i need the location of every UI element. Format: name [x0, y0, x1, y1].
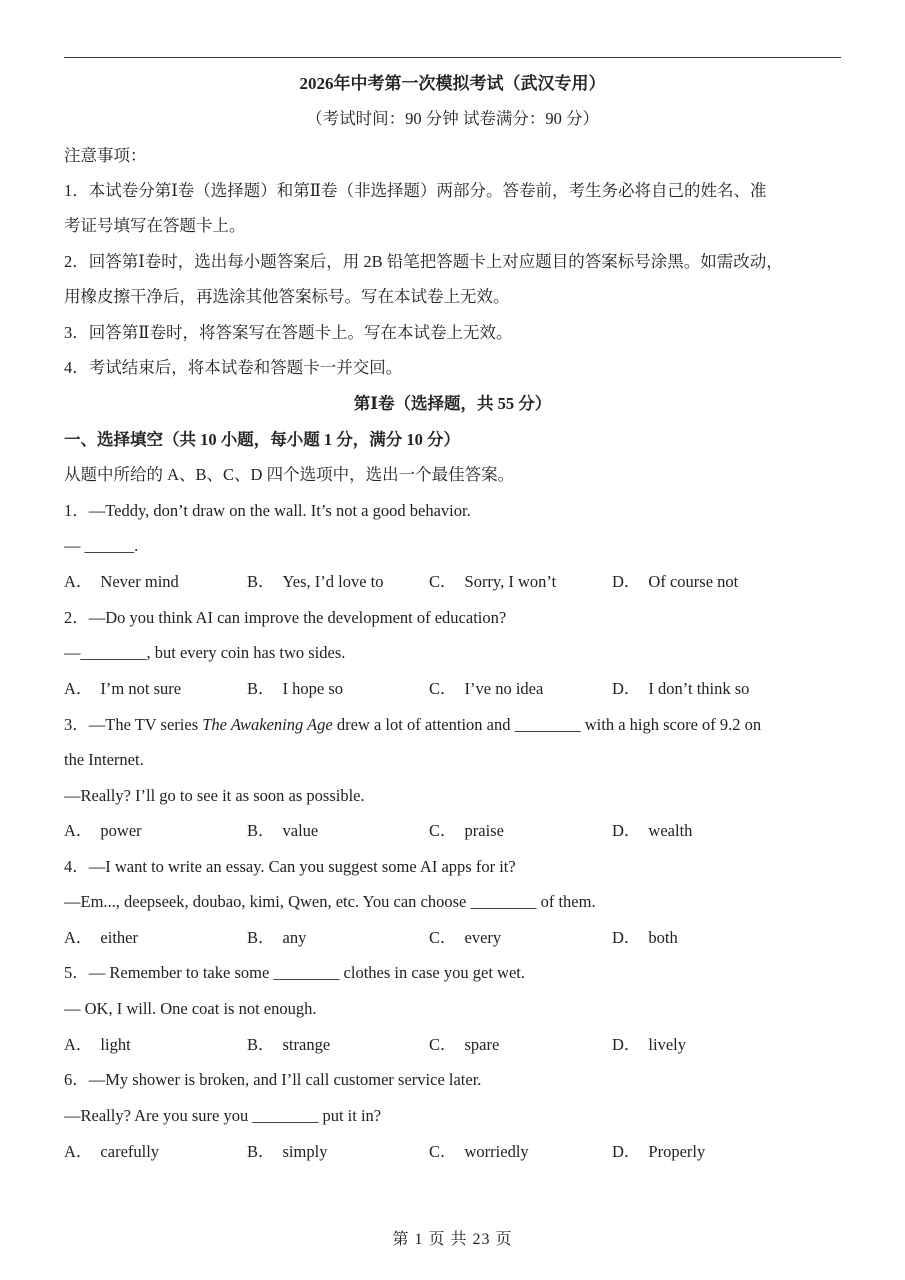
- section-title: 一、选择填空（共 10 小题，每小题 1 分，满分 10 分）: [64, 430, 460, 449]
- part1-heading: 第Ⅰ卷（选择题，共 55 分）: [353, 394, 552, 413]
- question-6-option-a: A． carefully: [64, 1142, 160, 1161]
- question-5-option-c: C． spare: [429, 1035, 500, 1054]
- page-number: 第 1 页 共 23 页: [392, 1231, 513, 1248]
- question-6-option-c: C． worriedly: [429, 1142, 529, 1161]
- notes-line: 1．本试卷分第Ⅰ卷（选择题）和第Ⅱ卷（非选择题）两部分。答卷前，考生务必将自己的姓名、准: [64, 181, 767, 200]
- question-6-option-b: B． simply: [247, 1142, 328, 1161]
- question-1-option-a: A． Never mind: [64, 572, 179, 591]
- question-2-option-c: C． I’ve no idea: [429, 679, 544, 698]
- question-1-option-d: D． Of course not: [612, 572, 739, 591]
- question-6-stem: 6．—My shower is broken, and I’ll call customer service later.: [64, 1070, 482, 1089]
- question-3-series-title: The Awakening Age: [202, 715, 333, 734]
- question-1-reply: — ______.: [64, 536, 139, 555]
- notes-heading: 注意事项：: [64, 146, 147, 165]
- question-3-stem-continued: the Internet.: [64, 750, 144, 769]
- question-2-reply: —________, but every coin has two sides.: [64, 643, 346, 662]
- question-5-option-a: A． light: [64, 1035, 131, 1054]
- question-4-reply: —Em..., deepseek, doubao, kimi, Qwen, etc. You can choose ________ of them.: [64, 892, 596, 911]
- question-3-option-c: C． praise: [429, 821, 504, 840]
- question-1-stem: 1．—Teddy, don’t draw on the wall. It’s not a good behavior.: [64, 501, 471, 520]
- question-2-option-b: B． I hope so: [247, 679, 344, 698]
- question-3-stem: 3．—The TV series The Awakening Age drew a lot of attention and ________ with a high score of 9.2 on: [64, 715, 762, 734]
- question-5-reply: — OK, I will. One coat is not enough.: [64, 999, 317, 1018]
- question-1-option-b: B． Yes, I’d love to: [247, 572, 384, 591]
- question-4-option-b: B． any: [247, 928, 307, 947]
- notes-line: 4．考试结束后，将本试卷和答题卡一并交回。: [64, 358, 403, 377]
- notes-line: 用橡皮擦干净后，再选涂其他答案标号。写在本试卷上无效。: [64, 287, 510, 306]
- question-5-stem: 5．— Remember to take some ________ clothes in case you get wet.: [64, 963, 525, 982]
- question-3-reply: —Really? I’ll go to see it as soon as possible.: [64, 786, 365, 805]
- question-2-stem: 2．—Do you think AI can improve the development of education?: [64, 608, 507, 627]
- question-6-reply: —Really? Are you sure you ________ put it in?: [64, 1106, 382, 1125]
- question-3-option-d: D． wealth: [612, 821, 693, 840]
- question-3-option-b: B． value: [247, 821, 319, 840]
- question-4-stem: 4．—I want to write an essay. Can you suggest some AI apps for it?: [64, 857, 516, 876]
- exam-subtitle: （考试时间：90 分钟 试卷满分：90 分）: [306, 109, 599, 128]
- question-4-option-a: A． either: [64, 928, 138, 947]
- question-2-option-d: D． I don’t think so: [612, 679, 750, 698]
- question-3-option-a: A． power: [64, 821, 142, 840]
- question-1-option-c: C． Sorry, I won’t: [429, 572, 557, 591]
- header-rule: [64, 57, 841, 58]
- section-instruction: 从题中所给的 A、B、C、D 四个选项中，选出一个最佳答案。: [64, 465, 515, 484]
- notes-line: 考证号填写在答题卡上。: [64, 216, 246, 235]
- notes-line: 3．回答第Ⅱ卷时，将答案写在答题卡上。写在本试卷上无效。: [64, 323, 513, 342]
- notes-line: 2．回答第Ⅰ卷时，选出每小题答案后，用 2B 铅笔把答题卡上对应题目的答案标号涂黑。如需改动，: [64, 252, 783, 271]
- question-6-option-d: D． Properly: [612, 1142, 706, 1161]
- question-5-option-d: D． lively: [612, 1035, 686, 1054]
- question-4-option-c: C． every: [429, 928, 502, 947]
- question-5-option-b: B． strange: [247, 1035, 331, 1054]
- question-2-option-a: A． I’m not sure: [64, 679, 182, 698]
- question-4-option-d: D． both: [612, 928, 678, 947]
- exam-title: 2026年中考第一次模拟考试（武汉专用）: [299, 74, 606, 93]
